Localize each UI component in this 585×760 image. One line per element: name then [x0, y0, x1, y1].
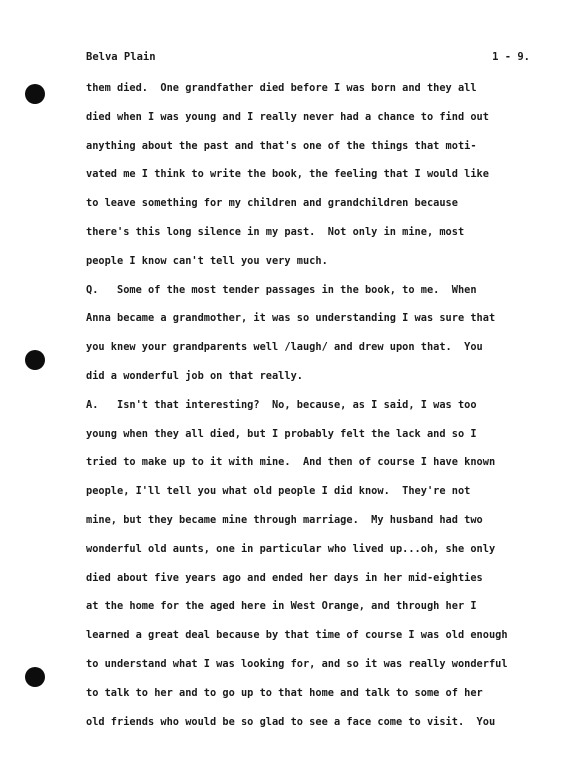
text-line: anything about the past and that's one of the things that moti-	[86, 139, 477, 152]
text-line: vated me I think to write the book, the feeling that I would like	[86, 168, 489, 181]
author-name: Belva Plain	[86, 51, 156, 63]
text-line: mine, but they became mine through marriage. My husband had two	[86, 513, 483, 526]
text-line: tried to make up to it with mine. And then of course I have known	[86, 456, 496, 469]
text-line: wonderful old aunts, one in particular who lived up...oh, she only	[86, 542, 496, 555]
text-line: to leave something for my children and grandchildren because	[86, 197, 458, 210]
binder-hole-top	[25, 84, 45, 104]
binder-hole-middle	[25, 350, 45, 370]
page-header	[86, 49, 530, 65]
page-number: 1 - 9.	[492, 51, 530, 63]
text-line: at the home for the aged here in West Orange, and through her I	[86, 600, 477, 613]
text-line: to talk to her and to go up to that home and talk to some of her	[86, 686, 483, 699]
text-line: them died. One grandfather died before I was born and they all	[86, 82, 477, 94]
text-line: did a wonderful job on that really.	[86, 369, 303, 382]
text-line: Anna became a grandmother, it was so understanding I was sure that	[86, 312, 496, 325]
text-line: people I know can't tell you very much.	[86, 254, 328, 267]
binder-hole-bottom	[25, 667, 45, 687]
text-line: died when I was young and I really never had a chance to find out	[86, 110, 489, 123]
text-line: there's this long silence in my past. Not only in mine, most	[86, 225, 465, 238]
text-line: old friends who would be so glad to see a face come to visit. You	[86, 715, 496, 728]
text-line: A. Isn't that interesting? No, because, as I said, I was too	[86, 398, 477, 411]
text-line: Q. Some of the most tender passages in the book, to me. When	[86, 283, 477, 296]
text-line: learned a great deal because by that time of course I was old enough	[86, 629, 508, 642]
text-line: people, I'll tell you what old people I did know. They're not	[86, 485, 471, 498]
text-line: to understand what I was looking for, and so it was really wonderful	[86, 657, 508, 670]
text-line: young when they all died, but I probably felt the lack and so I	[86, 427, 477, 440]
text-line: you knew your grandparents well /laugh/ and drew upon that. You	[86, 341, 483, 354]
text-line: died about five years ago and ended her days in her mid-eighties	[86, 571, 483, 584]
transcript-body	[86, 80, 566, 742]
